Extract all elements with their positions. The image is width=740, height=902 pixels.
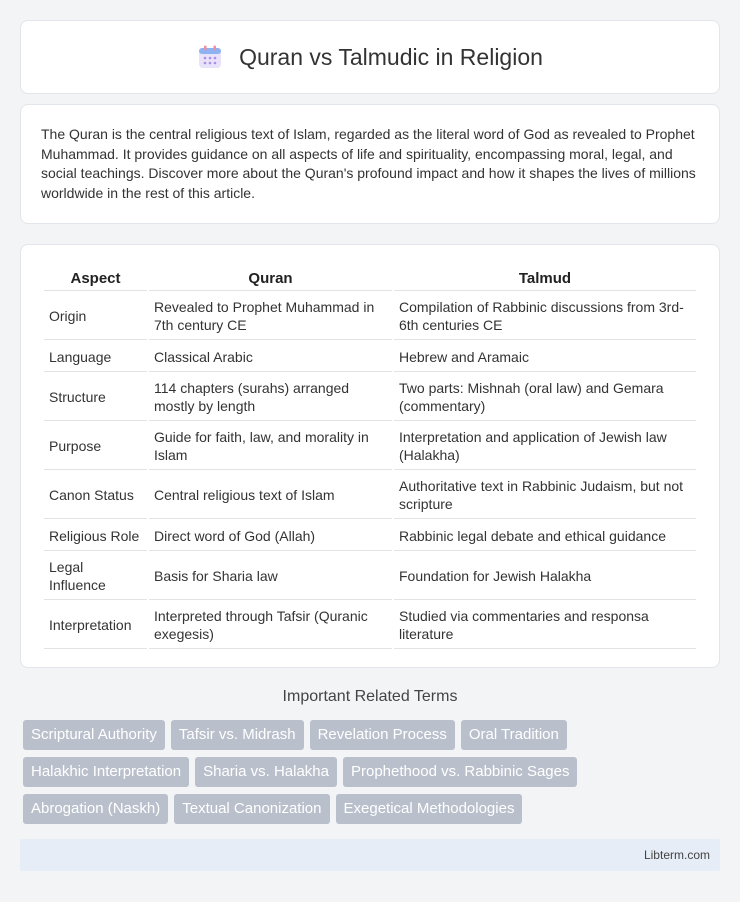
column-header-talmud: Talmud	[394, 267, 696, 291]
cell-quran: Direct word of God (Allah)	[149, 521, 392, 551]
tag-prophethood-vs-rabbinic-sages[interactable]: Prophethood vs. Rabbinic Sages	[343, 757, 577, 787]
tag-scriptural-authority[interactable]: Scriptural Authority	[23, 720, 165, 750]
table-row	[44, 342, 696, 372]
cell-quran: Guide for faith, law, and morality in Islam	[149, 423, 392, 470]
cell-aspect: Language	[44, 342, 147, 372]
cell-aspect: Canon Status	[44, 472, 147, 519]
cell-aspect: Interpretation	[44, 602, 147, 649]
cell-quran: Classical Arabic	[149, 342, 392, 372]
table-row	[44, 602, 696, 649]
calendar-icon	[197, 44, 223, 70]
table-row	[44, 423, 696, 470]
cell-talmud: Foundation for Jewish Halakha	[394, 553, 696, 600]
column-header-aspect: Aspect	[44, 267, 147, 291]
cell-quran: 114 chapters (surahs) arranged mostly by length	[149, 374, 392, 421]
footer-site-link[interactable]: Libterm.com	[643, 848, 710, 862]
cell-talmud: Compilation of Rabbinic discussions from 3rd-6th centuries CE	[394, 293, 696, 340]
cell-quran: Revealed to Prophet Muhammad in 7th century CE	[149, 293, 392, 340]
tag-abrogation-naskh[interactable]: Abrogation (Naskh)	[23, 794, 168, 824]
tag-halakhic-interpretation[interactable]: Halakhic Interpretation	[23, 757, 189, 787]
table-header-row	[44, 267, 696, 291]
cell-quran: Central religious text of Islam	[149, 472, 392, 519]
cell-talmud: Hebrew and Aramaic	[394, 342, 696, 372]
cell-aspect: Purpose	[44, 423, 147, 470]
tag-row	[23, 720, 723, 750]
table-row	[44, 374, 696, 421]
cell-quran: Basis for Sharia law	[149, 553, 392, 600]
intro-text: The Quran is the central religious text of Islam, regarded as the literal word of God as revealed to Prophet Muhammad. It provides guidance on all aspects of life and spirituality, encompassing moral, legal, and social teachings. Discover more about the Quran's profound impact and how it shapes the lives of millions worldwide in the rest of this article.	[41, 126, 696, 201]
related-terms-list	[23, 720, 723, 831]
tag-tafsir-vs-midrash[interactable]: Tafsir vs. Midrash	[171, 720, 304, 750]
footer	[20, 839, 720, 871]
intro-card	[20, 104, 720, 224]
tag-revelation-process[interactable]: Revelation Process	[310, 720, 455, 750]
cell-aspect: Legal Influence	[44, 553, 147, 600]
tag-sharia-vs-halakha[interactable]: Sharia vs. Halakha	[195, 757, 337, 787]
tag-textual-canonization[interactable]: Textual Canonization	[174, 794, 329, 824]
header-card	[20, 20, 720, 94]
tag-row	[23, 757, 723, 787]
comparison-table	[42, 265, 698, 651]
cell-aspect: Structure	[44, 374, 147, 421]
table-row	[44, 293, 696, 340]
tag-row	[23, 794, 723, 824]
cell-talmud: Interpretation and application of Jewish law (Halakha)	[394, 423, 696, 470]
cell-aspect: Origin	[44, 293, 147, 340]
comparison-table-card	[20, 244, 720, 668]
cell-talmud: Two parts: Mishnah (oral law) and Gemara (commentary)	[394, 374, 696, 421]
column-header-quran: Quran	[149, 267, 392, 291]
table-row	[44, 472, 696, 519]
related-terms-heading: Important Related Terms	[282, 688, 458, 705]
cell-aspect: Religious Role	[44, 521, 147, 551]
cell-talmud: Rabbinic legal debate and ethical guidance	[394, 521, 696, 551]
tag-oral-tradition[interactable]: Oral Tradition	[461, 720, 567, 750]
page-title: Quran vs Talmudic in Religion	[239, 43, 543, 70]
tag-exegetical-methodologies[interactable]: Exegetical Methodologies	[336, 794, 523, 824]
cell-talmud: Studied via commentaries and responsa literature	[394, 602, 696, 649]
table-row	[44, 553, 696, 600]
cell-quran: Interpreted through Tafsir (Quranic exegesis)	[149, 602, 392, 649]
cell-talmud: Authoritative text in Rabbinic Judaism, but not scripture	[394, 472, 696, 519]
table-row	[44, 521, 696, 551]
